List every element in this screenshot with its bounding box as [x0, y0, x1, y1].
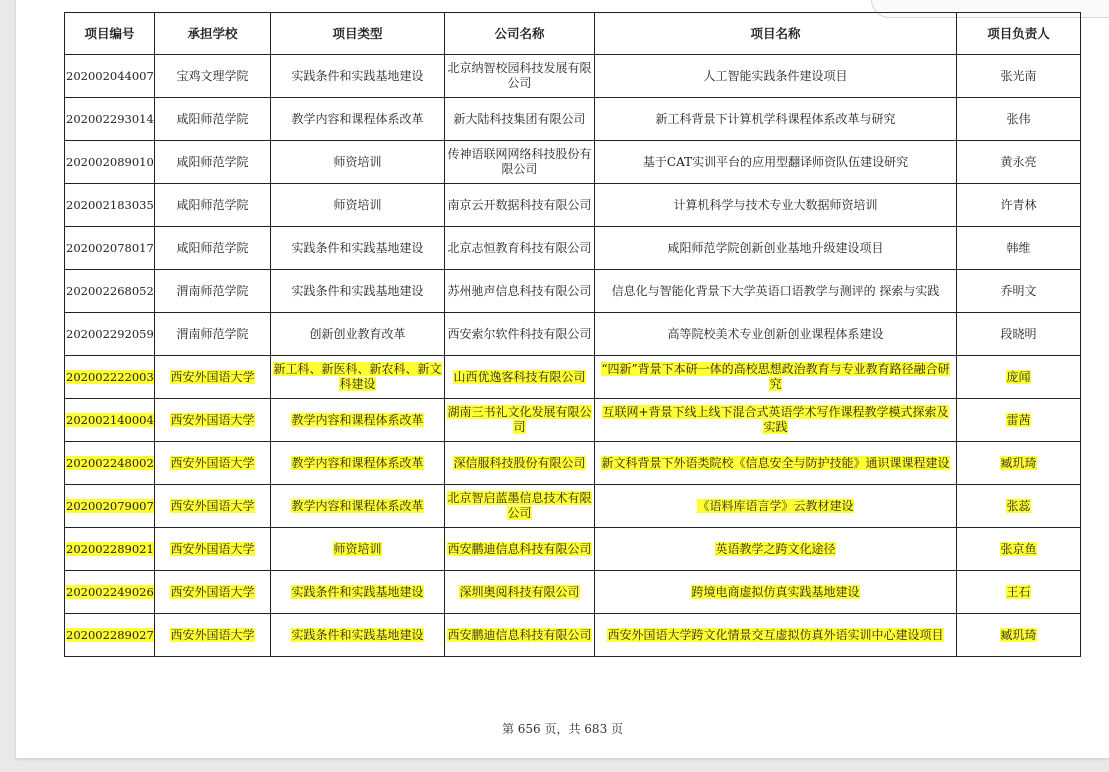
cell-leader-text: 庞闻	[1006, 369, 1031, 384]
cell-project-type	[271, 399, 445, 442]
cell-project-id-text: 202002289027	[66, 627, 154, 642]
cell-leader-text: 臧玑琦	[1000, 455, 1037, 470]
cell-project-id-text: 202002222003	[66, 369, 154, 384]
cell-leader	[957, 98, 1081, 141]
cell-project-id-text: 202002140004	[66, 412, 154, 427]
cell-project-name	[595, 227, 957, 270]
cell-project-id	[65, 485, 155, 528]
cell-project-id	[65, 270, 155, 313]
cell-project-name-text: 《语料库语言学》云教材建设	[697, 498, 854, 513]
cell-project-name-text: 计算机科学与技术专业大数据师资培训	[673, 197, 878, 212]
table-row	[65, 571, 1081, 614]
cell-company-text: 传神语联网网络科技股份有限公司	[447, 147, 592, 176]
page-number: 第 656 页，共 683 页	[501, 722, 624, 736]
cell-project-type-text: 教学内容和课程体系改革	[291, 455, 424, 470]
cell-project-id-text: 202002292059	[66, 326, 154, 341]
cell-project-name	[595, 270, 957, 313]
cell-company-text: 北京纳智校园科技发展有限公司	[447, 61, 592, 90]
cell-school-text: 咸阳师范学院	[176, 240, 249, 255]
cell-leader	[957, 614, 1081, 657]
cell-leader	[957, 227, 1081, 270]
cell-company-text: 湖南三书礼文化发展有限公司	[447, 405, 592, 434]
cell-company	[445, 614, 595, 657]
cell-company	[445, 184, 595, 227]
table-row	[65, 55, 1081, 98]
cell-project-name	[595, 141, 957, 184]
header-project-id: 项目编号	[65, 13, 155, 55]
cell-project-type-text: 实践条件和实践基地建设	[291, 283, 424, 298]
cell-project-type	[271, 571, 445, 614]
cell-company	[445, 270, 595, 313]
cell-project-id	[65, 98, 155, 141]
cell-project-id	[65, 227, 155, 270]
cell-school	[155, 141, 271, 184]
cell-project-name-text: 咸阳师范学院创新创业基地升级建设项目	[667, 240, 884, 255]
cell-project-name	[595, 442, 957, 485]
cell-project-id-text: 202002078017	[66, 240, 154, 255]
cell-leader-text: 张伟	[1006, 111, 1031, 126]
cell-project-type	[271, 55, 445, 98]
header-project-name: 项目名称	[595, 13, 957, 55]
cell-project-name	[595, 571, 957, 614]
cell-leader	[957, 141, 1081, 184]
table-row	[65, 313, 1081, 356]
cell-leader	[957, 442, 1081, 485]
cell-school-text: 渭南师范学院	[176, 326, 249, 341]
cell-school	[155, 184, 271, 227]
cell-leader-text: 张光南	[1000, 68, 1037, 83]
cell-company	[445, 442, 595, 485]
cell-company-text: 深圳奥阅科技有限公司	[459, 584, 580, 599]
cell-project-name-text: 新文科背景下外语类院校《信息安全与防护技能》通识课课程建设	[601, 455, 950, 470]
cell-leader-text: 王石	[1006, 584, 1031, 599]
cell-school	[155, 313, 271, 356]
cell-project-type	[271, 614, 445, 657]
cell-project-id-text: 202002044007	[66, 68, 154, 83]
cell-project-type	[271, 270, 445, 313]
cell-project-id-text: 202002249026	[66, 584, 154, 599]
cell-project-type-text: 实践条件和实践基地建设	[291, 240, 424, 255]
cell-project-id-text: 202002268052	[66, 283, 154, 298]
cell-leader	[957, 528, 1081, 571]
cell-project-id	[65, 184, 155, 227]
cell-project-name-text: 跨境电商虚拟仿真实践基地建设	[691, 584, 860, 599]
cell-leader-text: 张京鱼	[1000, 541, 1037, 556]
header-school: 承担学校	[155, 13, 271, 55]
cell-leader-text: 臧玑琦	[1000, 627, 1037, 642]
cell-company-text: 深信服科技股份有限公司	[453, 455, 586, 470]
cell-school-text: 西安外国语大学	[170, 627, 255, 642]
cell-school	[155, 55, 271, 98]
cell-project-type-text: 新工科、新医科、新农科、新文科建设	[273, 362, 442, 391]
cell-project-type	[271, 313, 445, 356]
cell-company	[445, 227, 595, 270]
cell-project-type	[271, 184, 445, 227]
cell-project-name-text: “四新”背景下本研一体的高校思想政治教育与专业教育路径融合研究	[601, 362, 950, 391]
cell-project-name-text: 基于CAT实训平台的应用型翻译师资队伍建设研究	[642, 154, 909, 169]
cell-project-type-text: 师资培训	[333, 197, 382, 212]
cell-school	[155, 528, 271, 571]
table-row	[65, 270, 1081, 313]
cell-school	[155, 270, 271, 313]
cell-company-text: 南京云开数据科技有限公司	[447, 197, 592, 212]
cell-leader	[957, 184, 1081, 227]
cell-company	[445, 571, 595, 614]
cell-project-name-text: 信息化与智能化背景下大学英语口语教学与测评的 探索与实践	[611, 283, 940, 298]
header-project-type: 项目类型	[271, 13, 445, 55]
cell-school-text: 宝鸡文理学院	[176, 68, 249, 83]
table-row	[65, 528, 1081, 571]
cell-project-id	[65, 356, 155, 399]
cell-leader-text: 韩维	[1006, 240, 1031, 255]
cell-project-name-text: 新工科背景下计算机学科课程体系改革与研究	[655, 111, 896, 126]
cell-project-type	[271, 356, 445, 399]
cell-school	[155, 571, 271, 614]
cell-project-id-text: 202002089010	[66, 154, 154, 169]
table-row	[65, 227, 1081, 270]
cell-company-text: 西安鹏迪信息科技有限公司	[447, 627, 592, 642]
cell-leader	[957, 55, 1081, 98]
cell-project-name-text: 英语教学之跨文化途径	[715, 541, 836, 556]
table-row	[65, 442, 1081, 485]
cell-leader	[957, 356, 1081, 399]
cell-project-type-text: 教学内容和课程体系改革	[291, 412, 424, 427]
cell-school-text: 西安外国语大学	[170, 541, 255, 556]
cell-project-name-text: 西安外国语大学跨文化情景交互虚拟仿真外语实训中心建设项目	[607, 627, 944, 642]
cell-project-name	[595, 356, 957, 399]
cell-school-text: 渭南师范学院	[176, 283, 249, 298]
cell-school	[155, 227, 271, 270]
cell-leader-text: 张蕊	[1006, 498, 1031, 513]
cell-project-name	[595, 184, 957, 227]
cell-project-name-text: 人工智能实践条件建设项目	[703, 68, 848, 83]
cell-project-type	[271, 98, 445, 141]
cell-project-id	[65, 313, 155, 356]
table-row	[65, 356, 1081, 399]
cell-project-type-text: 实践条件和实践基地建设	[291, 584, 424, 599]
table-header-row	[65, 13, 1081, 55]
cell-project-name-text: 高等院校美术专业创新创业课程体系建设	[667, 326, 884, 341]
cell-project-name	[595, 614, 957, 657]
cell-project-id	[65, 614, 155, 657]
cell-company-text: 苏州驰声信息科技有限公司	[447, 283, 592, 298]
cell-project-id	[65, 399, 155, 442]
cell-school	[155, 485, 271, 528]
cell-project-type-text: 实践条件和实践基地建设	[291, 68, 424, 83]
cell-company	[445, 313, 595, 356]
cell-company	[445, 399, 595, 442]
cell-project-name	[595, 528, 957, 571]
cell-company	[445, 485, 595, 528]
cell-school-text: 西安外国语大学	[170, 369, 255, 384]
cell-leader	[957, 313, 1081, 356]
cell-leader	[957, 399, 1081, 442]
cell-school	[155, 399, 271, 442]
table-row	[65, 399, 1081, 442]
cell-project-type-text: 师资培训	[333, 541, 382, 556]
cell-leader-text: 雷茜	[1006, 412, 1031, 427]
project-table	[64, 12, 1081, 657]
cell-school-text: 咸阳师范学院	[176, 111, 249, 126]
cell-leader-text: 段晓明	[1000, 326, 1037, 341]
cell-project-id-text: 202002289021	[66, 541, 154, 556]
cell-project-name	[595, 399, 957, 442]
cell-company	[445, 356, 595, 399]
cell-project-type	[271, 227, 445, 270]
cell-project-id	[65, 571, 155, 614]
cell-company	[445, 98, 595, 141]
cell-company-text: 西安索尔软件科技有限公司	[447, 326, 592, 341]
cell-project-type-text: 教学内容和课程体系改革	[291, 111, 424, 126]
cell-project-type	[271, 141, 445, 184]
cell-school-text: 西安外国语大学	[170, 498, 255, 513]
cell-project-type	[271, 442, 445, 485]
cell-company	[445, 528, 595, 571]
cell-leader-text: 乔明文	[1000, 283, 1037, 298]
cell-project-id	[65, 442, 155, 485]
cell-project-id-text: 202002079007	[66, 498, 154, 513]
cell-school	[155, 98, 271, 141]
cell-project-type-text: 教学内容和课程体系改革	[291, 498, 424, 513]
cell-company-text: 新大陆科技集团有限公司	[453, 111, 586, 126]
cell-company-text: 北京志恒教育科技有限公司	[447, 240, 592, 255]
cell-project-type-text: 实践条件和实践基地建设	[291, 627, 424, 642]
cell-company	[445, 141, 595, 184]
cell-school-text: 西安外国语大学	[170, 455, 255, 470]
cell-leader	[957, 485, 1081, 528]
cell-project-name	[595, 313, 957, 356]
header-leader: 项目负责人	[957, 13, 1081, 55]
cell-project-type-text: 创新创业教育改革	[309, 326, 406, 341]
cell-project-id	[65, 141, 155, 184]
cell-project-name	[595, 485, 957, 528]
cell-project-type-text: 师资培训	[333, 154, 382, 169]
cell-leader-text: 黄永亮	[1000, 154, 1037, 169]
table-row	[65, 614, 1081, 657]
header-company: 公司名称	[445, 13, 595, 55]
cell-school	[155, 356, 271, 399]
cell-project-name-text: 互联网+背景下线上线下混合式英语学术写作课程教学模式探索及实践	[602, 405, 949, 434]
cell-project-id-text: 202002183035	[66, 197, 154, 212]
cell-school	[155, 614, 271, 657]
cell-project-id-text: 202002248002	[66, 455, 154, 470]
cell-company-text: 北京智启蓝墨信息技术有限公司	[447, 491, 592, 520]
cell-school-text: 咸阳师范学院	[176, 197, 249, 212]
document-page	[16, 0, 1109, 758]
table-row	[65, 98, 1081, 141]
cell-project-id	[65, 55, 155, 98]
cell-project-type	[271, 528, 445, 571]
table-row	[65, 184, 1081, 227]
cell-school-text: 咸阳师范学院	[176, 154, 249, 169]
cell-project-name	[595, 55, 957, 98]
cell-company	[445, 55, 595, 98]
cell-company-text: 山西优逸客科技有限公司	[453, 369, 586, 384]
table-row	[65, 485, 1081, 528]
cell-company-text: 西安鹏迪信息科技有限公司	[447, 541, 592, 556]
cell-leader	[957, 270, 1081, 313]
cell-school-text: 西安外国语大学	[170, 584, 255, 599]
cell-school	[155, 442, 271, 485]
cell-leader-text: 许青林	[1000, 197, 1037, 212]
cell-project-id-text: 202002293014	[66, 111, 154, 126]
cell-leader	[957, 571, 1081, 614]
cell-project-type	[271, 485, 445, 528]
table-row	[65, 141, 1081, 184]
cell-project-id	[65, 528, 155, 571]
cell-project-name	[595, 98, 957, 141]
cell-school-text: 西安外国语大学	[170, 412, 255, 427]
